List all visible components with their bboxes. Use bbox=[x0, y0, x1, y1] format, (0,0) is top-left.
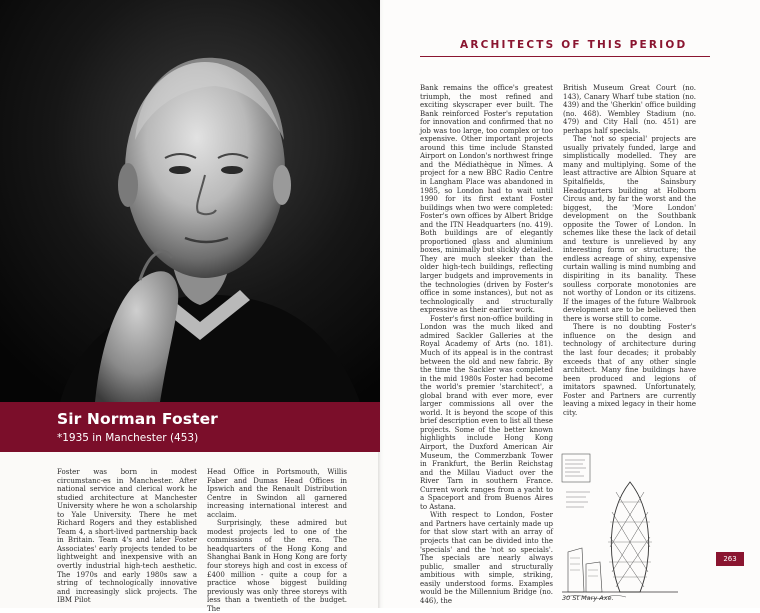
right-text-column-2 bbox=[563, 84, 696, 417]
left-text-column-1 bbox=[57, 468, 197, 605]
paragraph: Bank remains the office's greatest triumph, the most refined and exciting skyscraper ever built. The Bank reinforced Foster's reputation for innovation and confirmed that no job was too large, too complex or too expensive. Other important projects around this time include Stansted Airport on London's northwest fringe and the Médiathèque in Nîmes. A project for a new BBC Radio Centre in Langham Place was abandoned in 1985, so London had to wait until 1990 for its first extant Foster buildings when two were completed: Foster's own offices by Albert Bridge and the ITN Headquarters (no. 419). Both buildings are of elegantly proportioned glass and aluminium boxes, minimally but slickly detailed. They are much sleeker than the older high-tech buildings, reflecting larger budgets and improvements in the technologies (driven by Foster's office in some instances), but not as technologically and structurally expressive as their earlier work. bbox=[420, 84, 553, 315]
architect-birth-details: *1935 in Manchester (453) bbox=[57, 432, 199, 444]
paragraph: Surprisingly, these admired but modest projects led to one of the commissions of the era. The headquarters of the Hong Kong and Shanghai Bank in Hong Kong are forty four storeys high and cost in excess of £400 million - quite a coup for a practice whose biggest building previously was only three storeys with less than a twentieth of the budget. The bbox=[207, 519, 347, 613]
paragraph: Foster was born in modest circumstanc-es in Manchester. After national service and clerical work he studied architecture at Manchester University where he won a scholarship to Yale University. There he met Richard Rogers and they established Team 4, a short-lived partnership back in Britain. Team 4's and later Foster Associates' early projects tended to be lightweight and inexpensive with an overtly industrial high-tech aesthetic. The 1970s and early 1980s saw a string of technologically innovative and increasingly slick projects. The IBM Pilot bbox=[57, 468, 197, 605]
paragraph: Head Office in Portsmouth, Willis Faber and Dumas Head Offices in Ipswich and the Renault Distribution Centre in Swindon all garnered increasing international interest and acclaim. bbox=[207, 468, 347, 519]
section-title: ARCHITECTS OF THIS PERIOD bbox=[460, 39, 688, 51]
paragraph: The 'not so special' projects are usually privately funded, large and simplistically modelled. They are many and multiplying. Some of the least attractive are Albion Square at Spitalfields, the Sainsbury Headquarters building at Holborn Circus and, by far the worst and the biggest, the 'More London' development on the Southbank opposite the Tower of London. In schemes like these the lack of detail and texture is unrelieved by any interesting form or structure; the endless acreage of shiny, expensive curtain walling is mind numbing and dispiriting in its banality. These soulless corporate monotonies are not worthy of London or its citizens. If the images of the future Walbrook development are to be believed then there is worse still to come. bbox=[563, 135, 696, 323]
left-text-column-2 bbox=[207, 468, 347, 613]
paragraph: With respect to London, Foster and Partners have certainly made up for that slow start with an array of projects that can be divided into the 'specials' and the 'not so specials'. The specials are nearly always public, smaller and structurally ambitious with simple, striking, easily understood forms. Examples would be the Millennium Bridge (no. 446), the bbox=[420, 511, 553, 605]
portrait-photo bbox=[0, 0, 380, 402]
gherkin-sketch bbox=[560, 452, 680, 602]
paragraph: There is no doubting Foster's influence on the design and technology of architecture during the last four decades; it probably exceeds that of any other single architect. Many fine buildings have been produced and legions of imitators spawned. Unfortunately, Foster and Partners are currently leaving a mixed legacy in their home city. bbox=[563, 323, 696, 417]
caption-band bbox=[0, 402, 380, 452]
right-text-column-1 bbox=[420, 84, 553, 605]
paragraph: British Museum Great Court (no. 143), Canary Wharf tube station (no. 439) and the 'Gherkin' office building (no. 468). Wembley Stadium (no. 479) and City Hall (no. 451) are perhaps half specials. bbox=[563, 84, 696, 135]
title-rule bbox=[420, 56, 710, 57]
page-number: 263 bbox=[716, 552, 744, 566]
paragraph: Foster's first non-office building in London was the much liked and admired Sackler Galleries at the Royal Academy of Arts (no. 181). Much of its appeal is in the contrast between the old and new fabric. By the time the Sackler was completed in the mid 1980s Foster had become the world's premier 'starchitect', a global brand with ever more, ever larger commissions all over the world. It is beyond the scope of this brief description even to list all these projects. Some of the better known highlights include Hong Kong Airport, the Duxford American Air Museum, the Commerzbank Tower in Frankfurt, the Berlin Reichstag and the Millau Viaduct over the River Tarn in southern France. Current work ranges from a yacht to a Spaceport and from Buenos Aires to Astana. bbox=[420, 314, 553, 511]
architect-name: Sir Norman Foster bbox=[57, 410, 218, 428]
sketch-caption: 30 St Mary Axe. bbox=[562, 594, 614, 602]
